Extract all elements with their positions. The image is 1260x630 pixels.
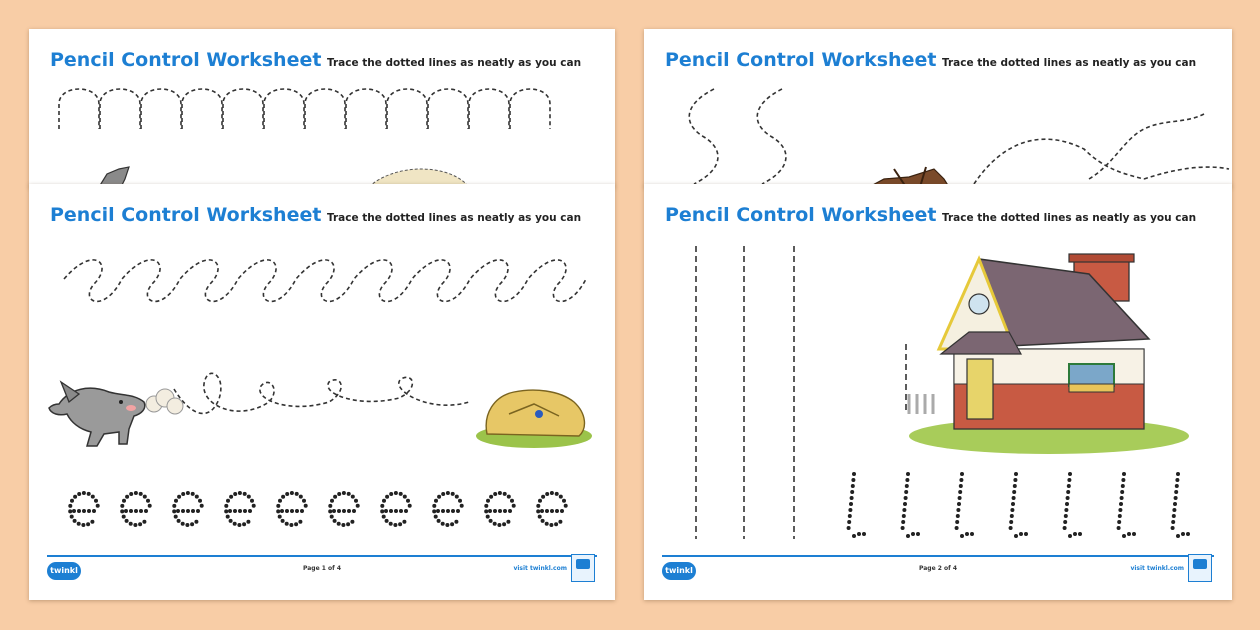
quality-badge-icon (571, 554, 595, 582)
worksheet-title: Pencil Control Worksheet (50, 204, 322, 226)
breath-trace-line (174, 373, 469, 413)
quality-badge-icon (1188, 554, 1212, 582)
wave-trace-lines (644, 29, 1232, 187)
worksheet-instructions: Trace the dotted lines as neatly as you can (327, 212, 582, 224)
straw-house-illustration (476, 390, 592, 448)
worksheet-title: Pencil Control Worksheet (665, 204, 937, 226)
twinkl-logo: twinkl (662, 562, 696, 580)
worksheet-instructions: Trace the dotted lines as neatly as you can (327, 57, 582, 69)
vertical-dotted-lines (696, 246, 906, 539)
dotted-letter-l-row (847, 472, 1190, 538)
loop-trace-lines (29, 184, 615, 600)
visit-link[interactable]: visit twinkl.com (1130, 565, 1184, 572)
arch-trace-lines (29, 29, 615, 187)
wolf-illustration (49, 382, 145, 446)
vertical-trace-lines (644, 184, 1232, 600)
worksheet-title: Pencil Control Worksheet (50, 49, 322, 71)
worksheet-instructions: Trace the dotted lines as neatly as you can (942, 212, 1197, 224)
page-number: Page 1 of 4 (303, 565, 341, 572)
visit-link[interactable]: visit twinkl.com (513, 565, 567, 572)
dotted-letter-e-row (68, 491, 568, 527)
worksheet-page-arches (29, 29, 615, 187)
worksheet-page-waves (644, 29, 1232, 187)
breath-cloud (146, 389, 183, 414)
worksheet-page-loops (29, 184, 615, 600)
worksheet-instructions: Trace the dotted lines as neatly as you can (942, 57, 1197, 69)
brick-house-illustration (909, 254, 1189, 454)
page-number: Page 2 of 4 (919, 565, 957, 572)
worksheet-title: Pencil Control Worksheet (665, 49, 937, 71)
twinkl-logo: twinkl (47, 562, 81, 580)
worksheet-page-lines (644, 184, 1232, 600)
